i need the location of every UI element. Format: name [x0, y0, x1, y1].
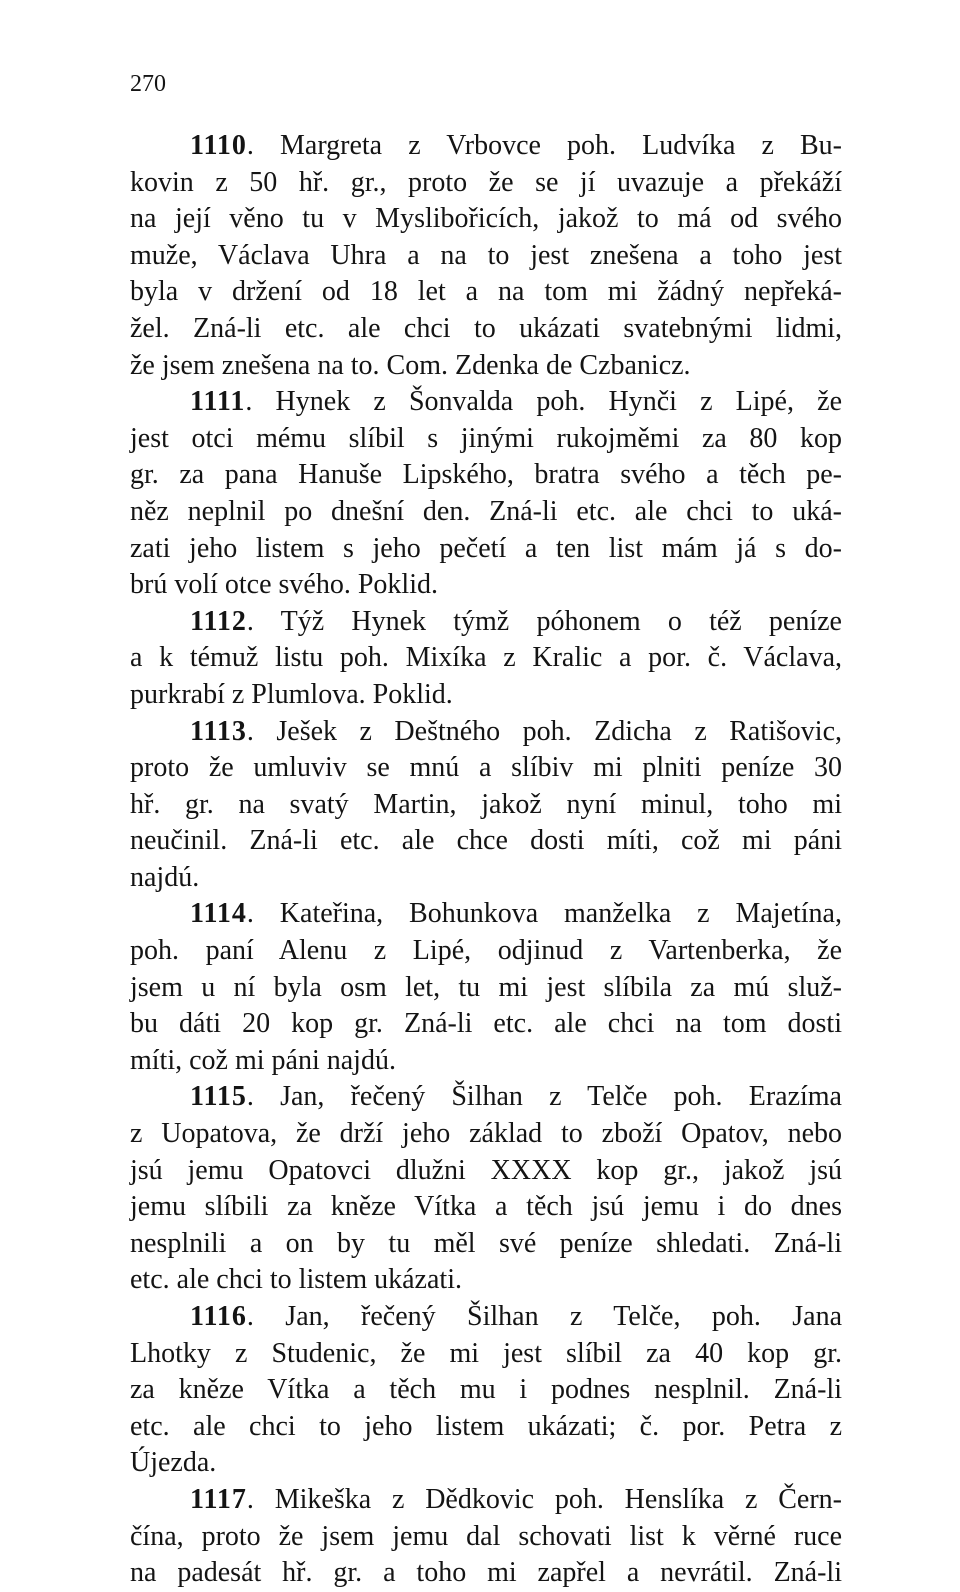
- text-line: [130, 1299, 842, 1336]
- entry-number: 1117: [190, 1483, 247, 1515]
- document-body: [130, 128, 842, 1592]
- text-line: [130, 384, 842, 421]
- text-line: že jsem znešena na to. Com. Zdenka de Czbanicz.: [130, 349, 691, 381]
- text-line: a k témuž listu poh. Mixíka z Kralic a por. č. Václava,: [130, 642, 842, 674]
- text-line: zati jeho listem s jeho pečetí a ten list mám já s do-: [130, 532, 842, 564]
- text-line: jsú jemu Opatovci dlužni XXXX kop gr., jakož jsú: [130, 1154, 842, 1186]
- entry-1115: [130, 1079, 842, 1299]
- entry-text: . Hynek z Šonvalda poh. Hynči z Lipé, že: [245, 386, 842, 418]
- text-line: jsem u ní byla osm let, tu mi jest slíbila za mú služ-: [130, 971, 842, 1003]
- text-line: poh. paní Alenu z Lipé, odjinud z Vartenberka, že: [130, 935, 842, 967]
- entry-text: . Týž Hynek týmž póhonem o též peníze: [246, 605, 842, 637]
- text-line: Újezda.: [130, 1447, 217, 1479]
- page-number: 270: [130, 71, 166, 97]
- entry-1113: [130, 714, 842, 897]
- text-line: bu dáti 20 kop gr. Zná-li etc. ale chci na tom dosti: [130, 1008, 842, 1040]
- text-line: hř. gr. na svatý Martin, jakož nyní minul, toho mi: [130, 788, 842, 820]
- entry-number: 1112: [190, 605, 247, 637]
- text-line: etc. ale chci to jeho listem ukázati; č. por. Petra z: [130, 1410, 842, 1442]
- text-line: za kněze Vítka a těch mu i podnes nesplnil. Zná-li: [130, 1374, 842, 1406]
- text-line: jemu slíbili za kněze Vítka a těch jsú jemu i do dnes: [130, 1191, 842, 1223]
- text-line: purkrabí z Plumlova. Poklid.: [130, 678, 453, 710]
- text-line: najdú.: [130, 861, 200, 893]
- text-line: [130, 1079, 842, 1116]
- text-line: čína, proto že jsem jemu dal schovati list k věrné ruce: [130, 1520, 842, 1552]
- text-line: žel. Zná-li etc. ale chci to ukázati svatebnými lidmi,: [130, 312, 842, 344]
- entry-number: 1113: [190, 715, 247, 747]
- text-line: kovin z 50 hř. gr., proto že se jí uvazuje a překáží: [130, 166, 842, 198]
- text-line: jest otci mému slíbil s jinými rukojměmi za 80 kop: [130, 422, 842, 454]
- text-line: [130, 604, 842, 641]
- entry-number: 1115: [190, 1081, 247, 1113]
- entry-text: . Mikeška z Dědkovic poh. Henslíka z Čern-: [246, 1483, 842, 1515]
- entry-number: 1114: [190, 898, 247, 930]
- entry-number: 1110: [190, 130, 247, 161]
- entry-text: . Margreta z Vrbovce poh. Ludvíka z Bu-: [246, 130, 842, 161]
- text-line: [130, 1482, 842, 1519]
- text-line: nesplnili a on by tu měl své peníze shledati. Zná-li: [130, 1227, 842, 1259]
- entry-text: . Kateřina, Bohunkova manželka z Majetína,: [246, 898, 842, 930]
- text-line: na její věno tu v Myslibořicích, jakož to má od svého: [130, 203, 842, 235]
- text-line: něz neplnil po dnešní den. Zná-li etc. ale chci to uká-: [130, 495, 842, 527]
- entry-number: 1111: [190, 386, 246, 418]
- entry-text: . Ješek z Deštného poh. Zdicha z Ratišovic,: [246, 715, 842, 747]
- text-line: [130, 714, 842, 751]
- text-line: etc. ale chci to listem ukázati.: [130, 1264, 462, 1296]
- text-line: muže, Václava Uhra a na to jest znešena a toho jest: [130, 239, 842, 271]
- entry-1112: [130, 604, 842, 714]
- text-line: [130, 896, 842, 933]
- text-line: na padesát hř. gr. a toho mi zapřel a nevrátil. Zná-li: [130, 1557, 842, 1589]
- text-line: Lhotky z Studenic, že mi jest slíbil za 40 kop gr.: [130, 1337, 842, 1369]
- entry-1116: [130, 1299, 842, 1482]
- text-line: gr. za pana Hanuše Lipského, bratra svého a těch pe-: [130, 459, 842, 491]
- text-line: byla v držení od 18 let a na tom mi žádný nepřeká-: [130, 276, 842, 308]
- text-line: proto že umluviv se mnú a slíbiv mi plniti peníze 30: [130, 752, 842, 784]
- entry-1111: [130, 384, 842, 604]
- entry-1117: [130, 1482, 842, 1592]
- text-line: z Uopatova, že drží jeho základ to zboží Opatov, nebo: [130, 1118, 842, 1150]
- entry-text: . Jan, řečený Šilhan z Telče, poh. Jana: [246, 1301, 842, 1332]
- text-line: brú volí otce svého. Poklid.: [130, 569, 438, 601]
- entry-number: 1116: [190, 1301, 247, 1332]
- entry-text: . Jan, řečený Šilhan z Telče poh. Erazíma: [246, 1081, 842, 1113]
- text-line: neučinil. Zná-li etc. ale chce dosti míti, což mi páni: [130, 825, 842, 857]
- entry-1114: [130, 896, 842, 1079]
- text-line: [130, 128, 842, 165]
- text-line: míti, což mi páni najdú.: [130, 1044, 396, 1076]
- entry-1110: [130, 128, 842, 384]
